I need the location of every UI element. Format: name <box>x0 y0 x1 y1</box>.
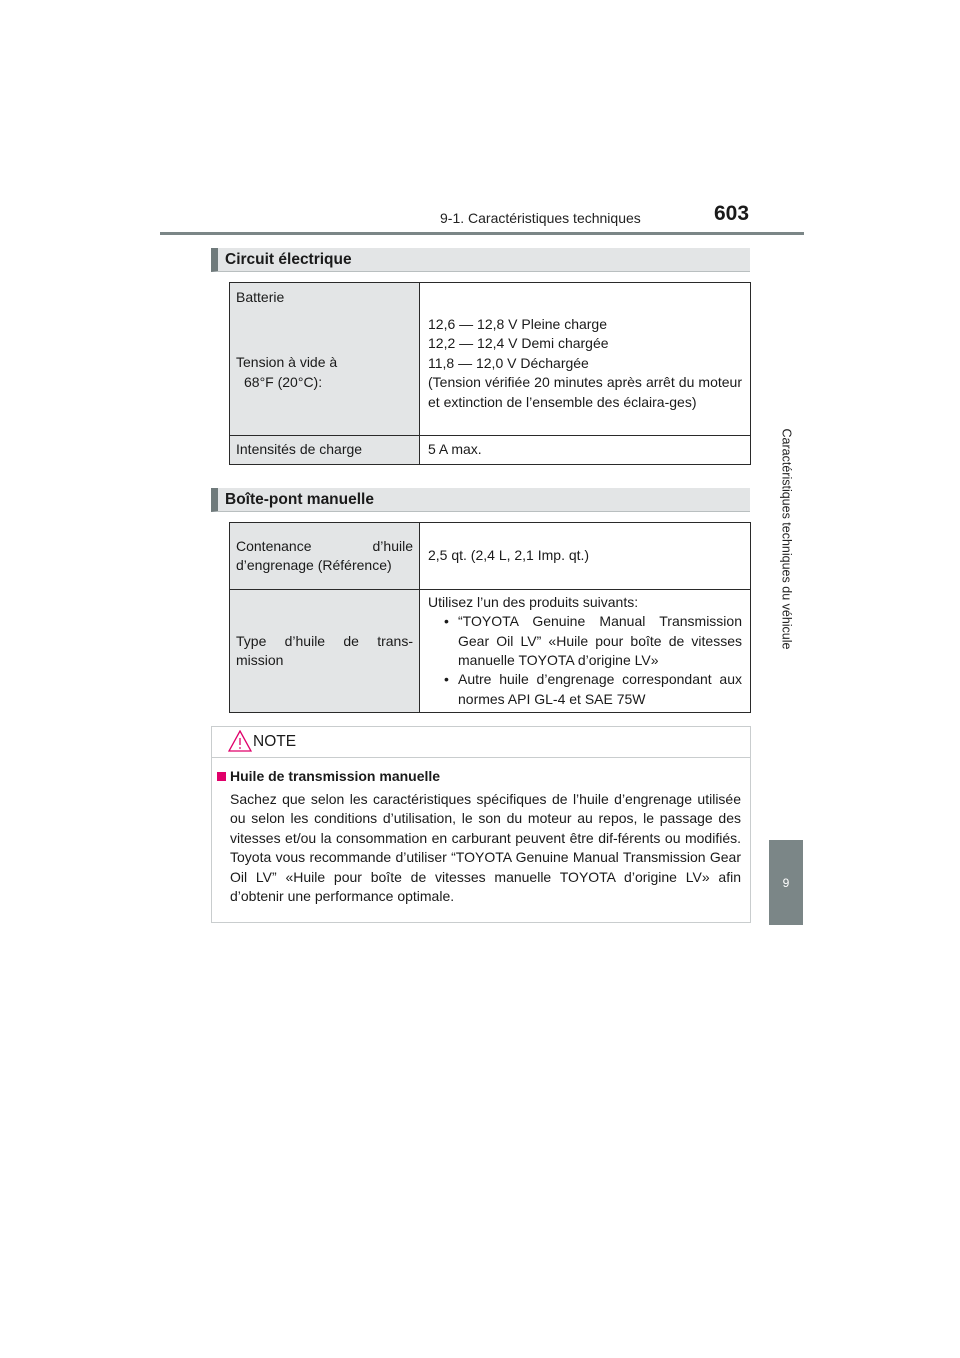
table-row <box>230 283 751 436</box>
charge-label: Intensités de charge <box>230 436 420 465</box>
chapter-number: 9 <box>782 875 790 890</box>
transaxle-section-header: Boîte-pont manuelle <box>211 488 750 512</box>
battery-label-cell <box>230 283 420 436</box>
voltage-half: 12,2 — 12,4 V Demi chargée <box>428 335 609 352</box>
note-box <box>211 726 751 923</box>
electrical-section-header: Circuit électrique <box>211 248 750 272</box>
voltage-temperature: 68°F (20°C): <box>244 373 323 390</box>
note-title: NOTE <box>253 733 297 750</box>
voltage-discharged: 11,8 — 12,0 V Déchargée <box>428 354 589 371</box>
capacity-value: 2,5 qt. (2,4 L, 2,1 Imp. qt.) <box>420 523 751 590</box>
oil-type-label: Type d’huile de trans-mission <box>230 590 420 713</box>
section-title: 9-1. Caractéristiques techniques <box>440 210 641 226</box>
voltage-note: (Tension vérifiée 20 minutes après arrêt du moteur et extinction de l’ensemble des éclaira-ges) <box>428 374 742 410</box>
charge-value: 5 A max. <box>420 436 751 465</box>
electrical-table <box>229 282 751 465</box>
capacity-label: Contenance d’huile d’engrenage (Référence) <box>230 523 420 590</box>
battery-label: Batterie <box>236 289 285 305</box>
oil-intro: Utilisez l’un des produits suivants: <box>428 593 639 610</box>
voltage-full: 12,6 — 12,8 V Pleine charge <box>428 316 608 332</box>
table-row <box>230 436 751 465</box>
header-rule <box>160 232 804 235</box>
transaxle-table <box>229 522 751 713</box>
voltage-label: Tension à vide à <box>236 354 338 371</box>
oil-type-value-cell <box>420 590 751 713</box>
square-bullet-icon <box>217 772 226 781</box>
note-subtitle: Huile de transmission manuelle <box>230 768 441 784</box>
oil-option-2: • Autre huile d’engrenage correspondant aux normes API GL-4 et SAE 75W <box>428 670 742 709</box>
page-number: 603 <box>714 202 750 225</box>
side-chapter-title-text: Caractéristiques techniques du véhicule <box>779 428 793 650</box>
chapter-tab <box>769 840 803 925</box>
table-row <box>230 523 751 590</box>
page-header <box>160 198 804 236</box>
warning-triangle-icon <box>228 730 252 752</box>
note-header <box>212 727 750 758</box>
voltage-value-cell <box>420 283 751 436</box>
oil-option-1: • “TOYOTA Genuine Manual Transmission Gear Oil LV” «Huile pour boîte de vitesses manuelle TOYOTA d’origine LV» <box>428 612 742 670</box>
table-row <box>230 590 751 713</box>
note-body: Sachez que selon les caractéristiques spécifiques de l’huile d’engrenage utilisée ou selon les conditions d’utilisation, le son du moteur au repos, le passage des vitesses et/ou la consommation en carburant peuvent être dif-férents ou modifiés. Toyota vous recommande d’utiliser “TOYOTA Genuine Manual Transmission Gear Oil LV” «Huile pour boîte de vitesses manuelle TOYOTA d’origine LV» afin d’obtenir une performance optimale. <box>230 791 741 905</box>
side-chapter-title <box>769 238 803 840</box>
